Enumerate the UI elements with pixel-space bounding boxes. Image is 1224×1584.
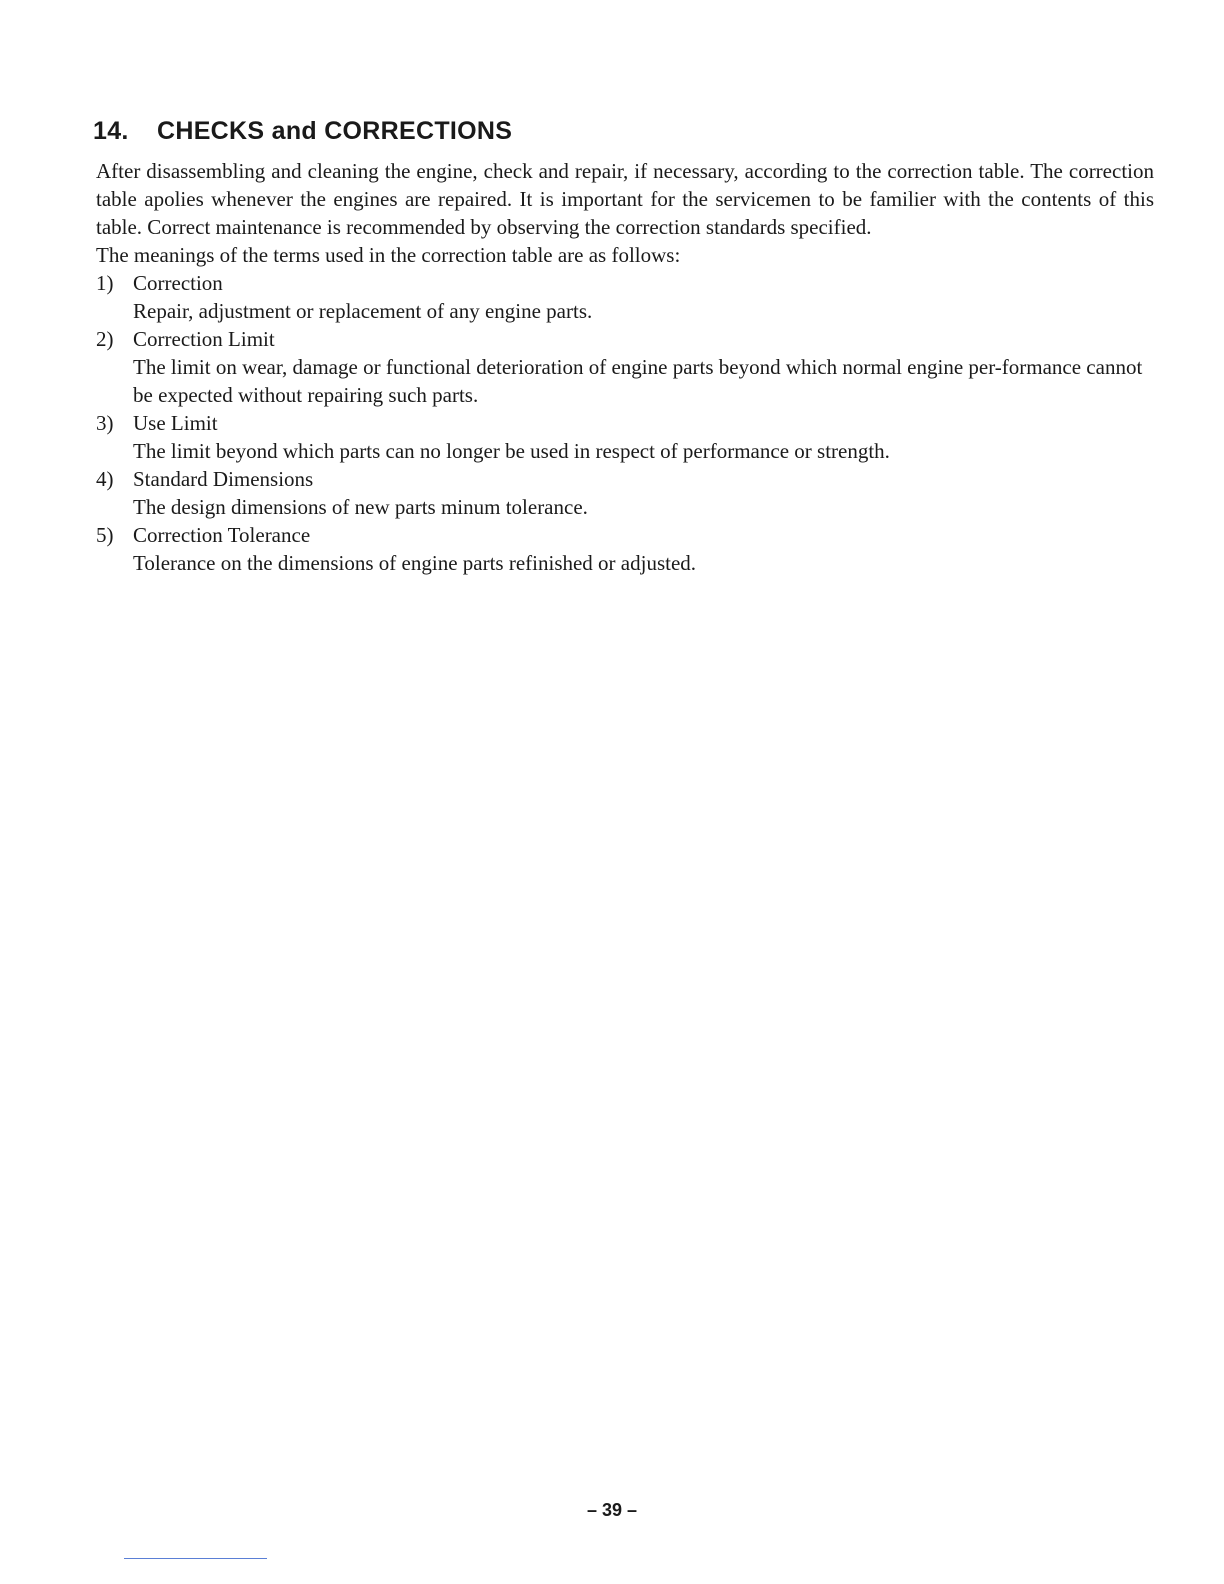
term-heading <box>96 409 1154 437</box>
term-name: Use Limit <box>133 411 218 435</box>
term-definition: The design dimensions of new parts minum tolerance. <box>133 495 588 519</box>
term-number: 5) <box>96 523 114 547</box>
intro-paragraph: After disassembling and cleaning the engine, check and repair, if necessary, according to the correction table. The correction table apolies whenever the engines are repaired. It is important for the servicemen to be familier with the contents of this table. Correct maintenance is recommended by observing the correction standards specified. <box>96 159 1154 239</box>
section-body <box>96 157 1154 577</box>
term-heading <box>96 325 1154 353</box>
terms-list <box>96 269 1154 577</box>
term-item <box>96 409 1154 465</box>
term-item <box>96 521 1154 577</box>
terms-intro: The meanings of the terms used in the correction table are as follows: <box>96 243 681 267</box>
term-number: 1) <box>96 271 114 295</box>
term-number: 2) <box>96 327 114 351</box>
footer-rule <box>124 1558 267 1559</box>
term-definition: The limit on wear, damage or functional deterioration of engine parts beyond which normal engine per-formance cannot be expected without repairing such parts. <box>133 355 1143 407</box>
term-name: Correction Limit <box>133 327 275 351</box>
term-number: 3) <box>96 411 114 435</box>
term-heading <box>96 269 1154 297</box>
term-name: Correction Tolerance <box>133 523 311 547</box>
term-number: 4) <box>96 467 114 491</box>
section-title: CHECKS and CORRECTIONS <box>157 117 513 145</box>
section-heading <box>93 114 512 148</box>
term-definition: Tolerance on the dimensions of engine parts refinished or adjusted. <box>133 551 697 575</box>
term-definition: Repair, adjustment or replacement of any engine parts. <box>133 299 593 323</box>
page-number: – 39 – <box>586 1500 638 1520</box>
term-item <box>96 465 1154 521</box>
term-definition: The limit beyond which parts can no longer be used in respect of performance or strength. <box>133 439 890 463</box>
section-number: 14. <box>93 117 129 145</box>
term-item <box>96 325 1154 409</box>
term-name: Correction <box>133 271 223 295</box>
term-heading <box>96 465 1154 493</box>
term-item <box>96 269 1154 325</box>
term-heading <box>96 521 1154 549</box>
term-name: Standard Dimensions <box>133 467 314 491</box>
